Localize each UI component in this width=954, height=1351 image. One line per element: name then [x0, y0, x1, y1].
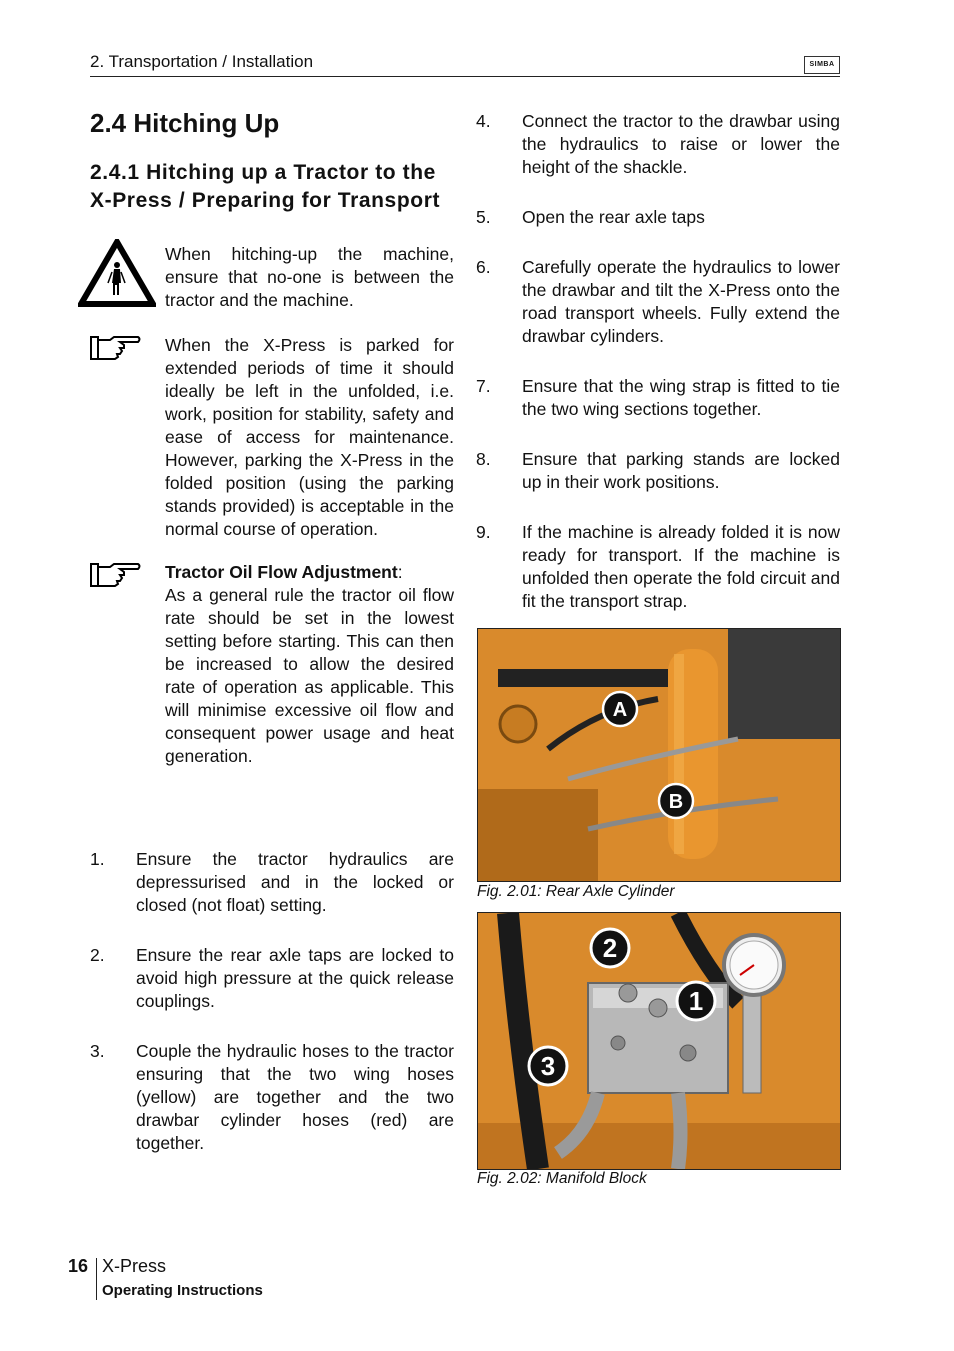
step-number: 2.	[90, 945, 105, 965]
figure-rear-axle-cylinder	[477, 628, 841, 882]
step-text: Open the rear axle taps	[522, 207, 705, 227]
label-1: 1	[688, 986, 704, 1016]
header-section-title: 2. Transportation / Installation	[90, 52, 314, 71]
page-header	[90, 52, 840, 77]
label-a: A	[612, 699, 628, 721]
step-number: 5.	[476, 207, 491, 227]
section-heading: 2.4 Hitching Up	[90, 108, 280, 138]
step-text: Connect the tractor to the drawbar using the hydraulics to raise or lower the height of the shackle.	[522, 111, 840, 177]
list-item	[476, 206, 840, 229]
note-oil-flow-text	[165, 561, 454, 768]
label-b: B	[668, 791, 684, 813]
pointing-hand-icon	[90, 334, 142, 367]
warning-triangle-icon	[78, 239, 156, 312]
step-text: Ensure that the wing strap is fitted to tie the two wing sections together.	[522, 376, 840, 419]
list-item	[476, 521, 840, 613]
left-column	[90, 108, 454, 768]
step-text: Ensure the tractor hydraulics are depressurised and in the locked or closed (not float) setting.	[136, 849, 454, 915]
label-2: 2	[602, 933, 618, 963]
figure-caption: Fig. 2.01: Rear Axle Cylinder	[477, 883, 675, 900]
manifold-block-photo	[478, 913, 840, 1169]
list-item	[90, 848, 454, 917]
label-3: 3	[540, 1051, 556, 1081]
list-item	[90, 944, 454, 1013]
warning-text: When hitching-up the machine, ensure that no-one is between the tractor and the machine.	[165, 244, 454, 310]
footer-divider	[96, 1258, 97, 1300]
footer-subtitle: Operating Instructions	[102, 1282, 263, 1299]
list-item	[476, 375, 840, 421]
step-number: 9.	[476, 522, 491, 542]
step-number: 8.	[476, 449, 491, 469]
note-oil-flow	[90, 561, 454, 768]
step-number: 7.	[476, 376, 491, 396]
step-text: Carefully operate the hydraulics to lower the drawbar and tilt the X-Press onto the road transport wheels. Fully extend the drawbar cylinders.	[522, 257, 840, 346]
simba-logo: SIMBA	[804, 56, 840, 74]
pointing-hand-icon	[90, 561, 142, 594]
note-parking	[90, 334, 454, 541]
step-text: If the machine is already folded it is now ready for transport. If the machine is unfolded then operate the fold circuit and fit the transport strap.	[522, 522, 840, 611]
step-text: Ensure that parking stands are locked up in their work positions.	[522, 449, 840, 492]
warning-notice	[90, 243, 454, 312]
note-parking-text: When the X-Press is parked for extended periods of time it should ideally be left in the unfolded, i.e. work, position for stability, safety and ease of access for maintenance. However, parking the X-Press in the folded position (using the parking stands provided) is acceptable in the normal course of operation.	[165, 335, 454, 539]
list-item	[476, 110, 840, 179]
step-text: Ensure the rear axle taps are locked to avoid high pressure at the quick release couplings.	[136, 945, 454, 1011]
step-number: 3.	[90, 1041, 105, 1061]
figure-manifold-block	[477, 912, 841, 1170]
step-number: 6.	[476, 257, 491, 277]
figure-caption: Fig. 2.02: Manifold Block	[477, 1170, 647, 1187]
list-item	[476, 448, 840, 494]
page-number: 16	[68, 1256, 89, 1276]
steps-list-left	[90, 848, 454, 1182]
note-oil-flow-body: As a general rule the tractor oil flow rate should be set in the lowest setting before starting. This can then be increased to allow the desired rate of operation as applicable. This will minimise excessive oil flow and consequent power usage and heat generation.	[165, 585, 454, 766]
step-number: 4.	[476, 111, 491, 131]
subsection-heading: 2.4.1 Hitching up a Tractor to the X-Press / Preparing for Transport	[90, 161, 441, 212]
step-text: Couple the hydraulic hoses to the tractor ensuring that the two wing hoses (yellow) are together and the two drawbar cylinder hoses (red) are together.	[136, 1041, 454, 1153]
rear-axle-cylinder-photo	[478, 629, 840, 881]
list-item	[90, 1040, 454, 1155]
steps-list-right	[476, 110, 840, 640]
note-oil-flow-title: Tractor Oil Flow Adjustment	[165, 562, 398, 582]
note-oil-flow-colon: :	[397, 562, 403, 582]
step-number: 1.	[90, 849, 105, 869]
list-item	[476, 256, 840, 348]
footer-title: X-Press	[102, 1256, 167, 1276]
